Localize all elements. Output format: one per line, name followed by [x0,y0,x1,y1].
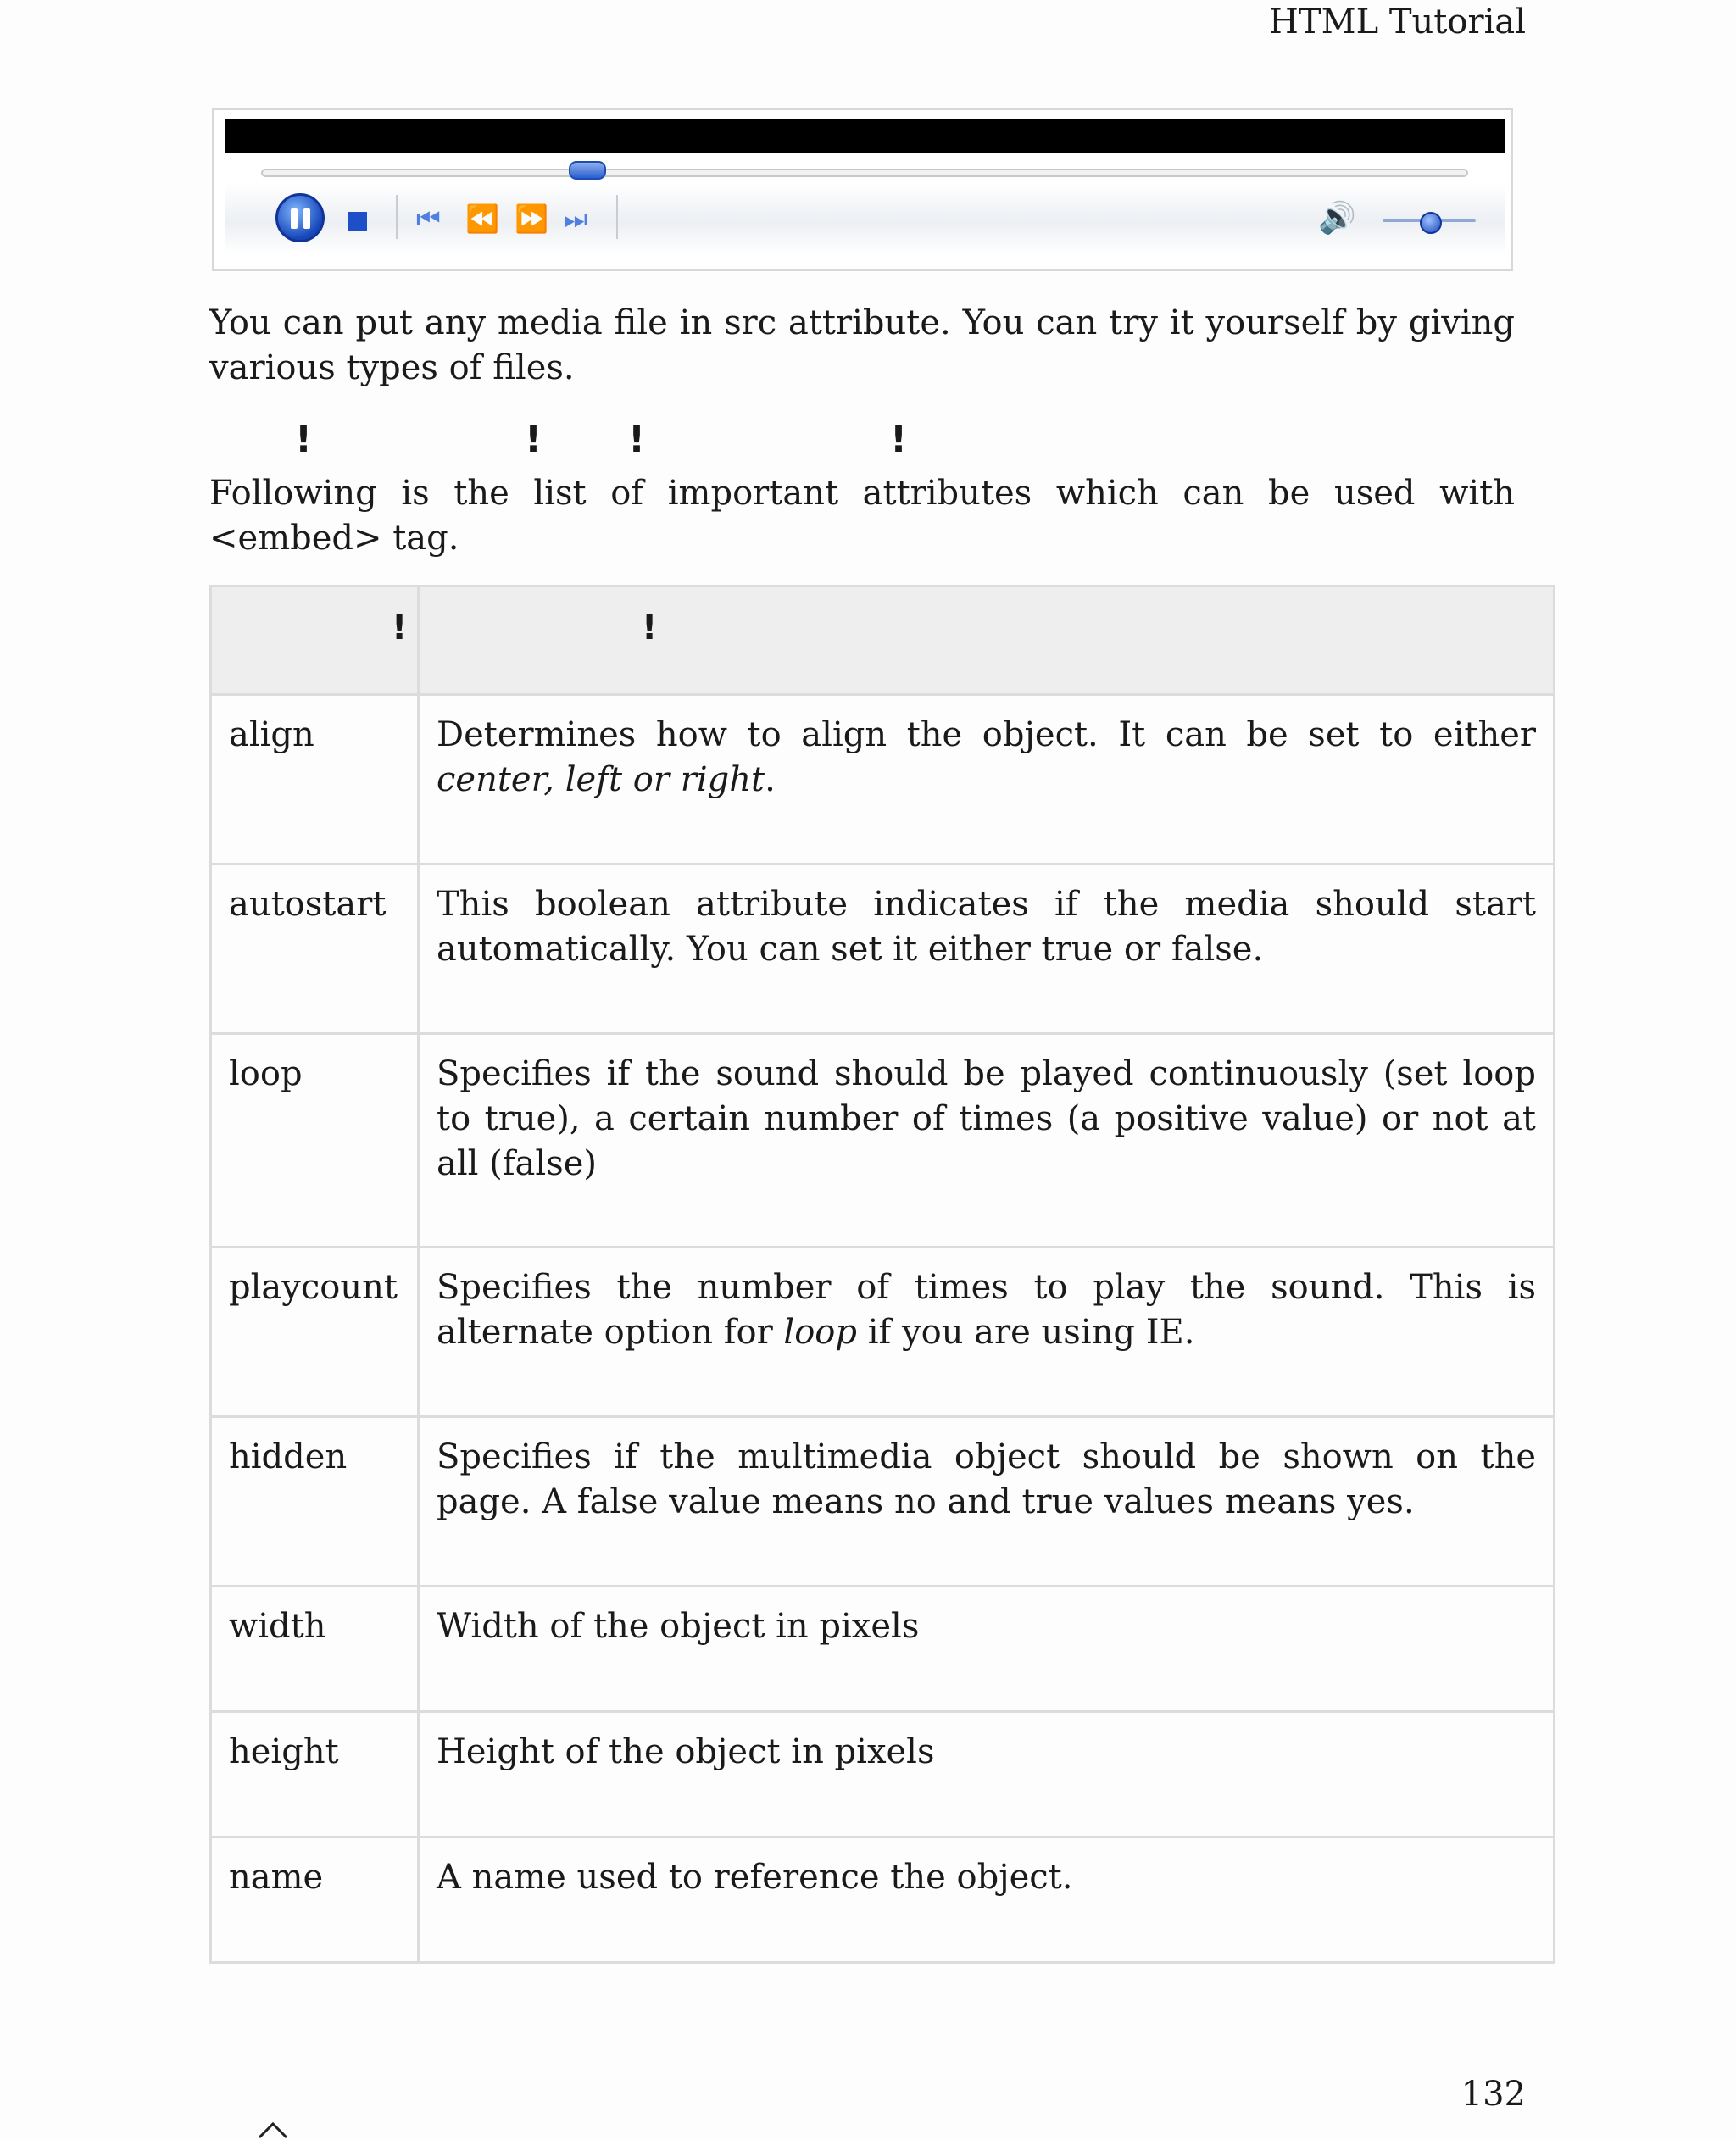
fast-forward-icon[interactable]: ⏩ [515,203,548,235]
description-text: A name used to reference the object. [437,1858,1073,1897]
description-text: Specifies if the multimedia object should be shown on the page. A false value means no and true values means yes. [437,1437,1536,1521]
separator [616,195,618,239]
running-header: HTML Tutorial [1269,3,1526,42]
emphasis-text: center, left or right [437,760,765,799]
next-icon[interactable]: ⏭ [564,203,588,235]
attribute-description [419,1712,1555,1837]
intro-paragraph: You can put any media file in src attribute. You can try it yourself by giving various types of files. [209,303,1515,387]
description-text: . [765,760,776,799]
header-attribute [211,586,419,695]
separator [396,195,398,239]
scroll-up-icon[interactable] [256,2119,290,2140]
header-mark: ! [392,609,408,648]
table-row [211,1248,1555,1417]
table-row [211,864,1555,1034]
attribute-name: height [211,1712,419,1837]
description-text: Specifies if the sound should be played continuously (set loop to true), a certain number of times (a positive value) or not at all (false) [437,1054,1536,1183]
section-heading-mark: ! [295,418,313,461]
rewind-icon[interactable]: ⏪ [465,203,499,235]
previous-icon[interactable]: ⏮ [416,203,441,235]
section-heading-mark: ! [890,418,908,461]
emphasis-text: loop [783,1313,857,1352]
table-row [211,1712,1555,1837]
stop-button[interactable] [348,212,367,231]
attribute-name: autostart [211,864,419,1034]
seek-thumb[interactable] [569,161,606,180]
player-controls [225,183,1505,254]
attribute-description [419,1417,1555,1587]
video-area [225,119,1505,153]
pause-icon [291,208,298,229]
description-text: Height of the object in pixels [437,1732,935,1771]
volume-thumb[interactable] [1420,212,1442,234]
attribute-description [419,864,1555,1034]
attribute-name: loop [211,1034,419,1248]
description-text: Width of the object in pixels [437,1607,920,1646]
table-header-row [211,586,1555,695]
attribute-description [419,1248,1555,1417]
section-heading-mark: ! [525,418,542,461]
table-row [211,1417,1555,1587]
description-text: if you are using IE. [856,1313,1195,1352]
attribute-name: hidden [211,1417,419,1587]
section-heading-mark: ! [628,418,646,461]
section-paragraph: Following is the list of important attributes which can be used with <embed> tag. [209,474,1515,558]
table-row [211,1587,1555,1712]
attribute-description [419,695,1555,864]
attribute-name: playcount [211,1248,419,1417]
pause-button[interactable] [275,193,325,242]
page-number: 132 [1461,2075,1526,2114]
table-row [211,1034,1555,1248]
media-player [212,108,1513,271]
header-description [419,586,1555,695]
header-mark: ! [642,609,658,648]
attribute-description [419,1587,1555,1712]
attribute-description [419,1837,1555,1963]
attribute-description [419,1034,1555,1248]
table-row [211,1837,1555,1963]
volume-icon[interactable]: 🔊 [1318,201,1356,236]
attribute-name: align [211,695,419,864]
seek-bar[interactable] [261,169,1468,177]
attribute-name: width [211,1587,419,1712]
table-body [211,695,1555,1963]
description-text: Specifies the number of times to play the sound. This is alternate option for [437,1268,1536,1352]
description-text: Determines how to align the object. It can be set to either [437,715,1536,754]
attributes-table [209,585,1555,1964]
attribute-name: name [211,1837,419,1963]
table-row [211,695,1555,864]
description-text: This boolean attribute indicates if the media should start automatically. You can set it either true or false. [437,885,1536,969]
